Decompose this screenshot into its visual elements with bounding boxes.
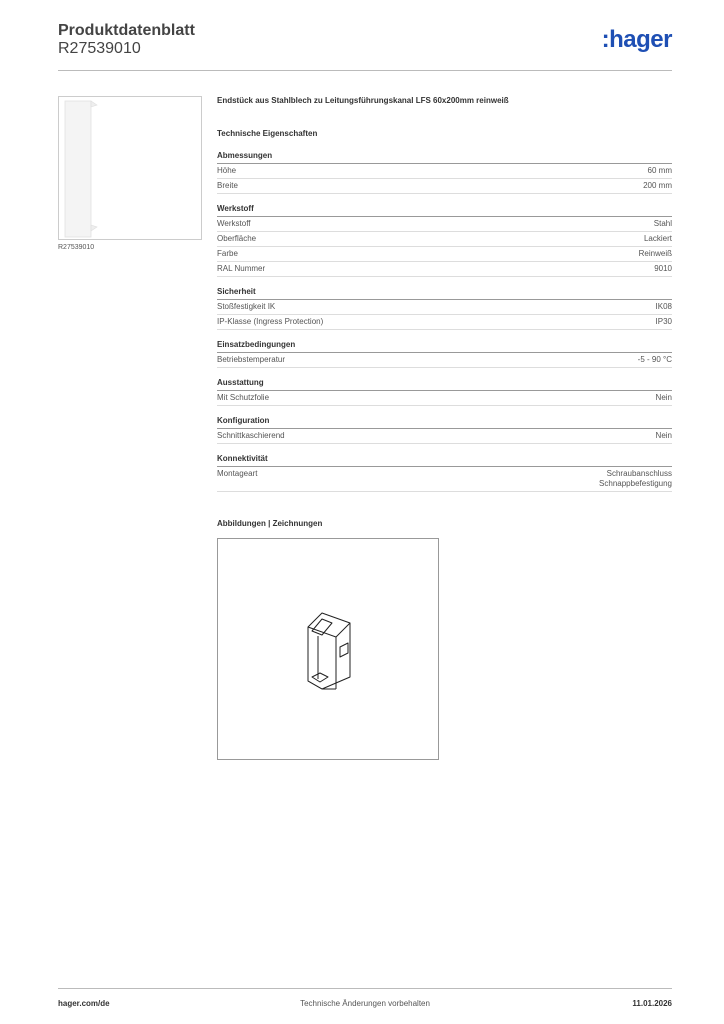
spec-content xyxy=(217,96,672,502)
drawings-title: Abbildungen | Zeichnungen xyxy=(217,519,323,528)
spec-row xyxy=(217,164,672,179)
drawing-frame xyxy=(217,538,439,760)
section-werkstoff xyxy=(217,204,672,277)
spec-label: RAL Nummer xyxy=(217,264,266,273)
section-abmessungen xyxy=(217,151,672,194)
spec-value: Reinweiß xyxy=(638,249,672,258)
tech-properties-title: Technische Eigenschaften xyxy=(217,129,318,138)
spec-row xyxy=(217,247,672,262)
spec-value: IP30 xyxy=(655,317,672,326)
hager-logo: :hager xyxy=(601,26,672,53)
section-title: Konfiguration xyxy=(217,416,672,429)
spec-value-line: Schnappbefestigung xyxy=(599,479,672,488)
spec-value: Nein xyxy=(655,393,672,402)
technical-drawing xyxy=(218,539,438,759)
spec-label: Stoßfestigkeit IK xyxy=(217,302,276,311)
spec-value-line: Schraubanschluss xyxy=(606,469,672,478)
page-header xyxy=(58,20,672,71)
spec-value: -5 - 90 °C xyxy=(637,355,672,364)
spec-row xyxy=(217,262,672,277)
section-ausstattung xyxy=(217,378,672,406)
spec-row xyxy=(217,429,672,444)
spec-row xyxy=(217,300,672,315)
spec-row xyxy=(217,467,672,492)
section-title: Abmessungen xyxy=(217,151,672,164)
spec-label: Betriebstemperatur xyxy=(217,355,286,364)
page-footer xyxy=(58,988,672,1019)
spec-value: 9010 xyxy=(654,264,672,273)
spec-value: 200 mm xyxy=(643,181,672,190)
product-code: R27539010 xyxy=(58,40,141,57)
section-title: Ausstattung xyxy=(217,378,672,391)
section-konnektivitaet xyxy=(217,454,672,492)
spec-row xyxy=(217,353,672,368)
spec-label: IP-Klasse (Ingress Protection) xyxy=(217,317,324,326)
footer-date: 11.01.2026 xyxy=(632,999,672,1008)
section-title: Werkstoff xyxy=(217,204,672,217)
spec-value: IK08 xyxy=(655,302,672,311)
page-title: Produktdatenblatt xyxy=(58,22,195,39)
spec-value xyxy=(599,469,672,489)
spec-row xyxy=(217,315,672,330)
section-einsatzbedingungen xyxy=(217,340,672,368)
spec-row xyxy=(217,391,672,406)
spec-label: Oberfläche xyxy=(217,234,257,243)
spec-value: Nein xyxy=(655,431,672,440)
spec-label: Schnittkaschierend xyxy=(217,431,285,440)
spec-label: Werkstoff xyxy=(217,219,251,228)
section-sicherheit xyxy=(217,287,672,330)
spec-value: 60 mm xyxy=(647,166,672,175)
spec-label: Montageart xyxy=(217,469,258,478)
spec-label: Mit Schutzfolie xyxy=(217,393,270,402)
spec-value: Lackiert xyxy=(643,234,672,243)
spec-label: Höhe xyxy=(217,166,237,175)
section-title: Einsatzbedingungen xyxy=(217,340,672,353)
footer-disclaimer: Technische Änderungen vorbehalten xyxy=(300,999,430,1008)
spec-row xyxy=(217,179,672,194)
product-thumbnail xyxy=(58,96,202,240)
section-konfiguration xyxy=(217,416,672,444)
spec-label: Breite xyxy=(217,181,238,190)
spec-row xyxy=(217,217,672,232)
section-title: Sicherheit xyxy=(217,287,672,300)
product-description: Endstück aus Stahlblech zu Leitungsführungskanal LFS 60x200mm reinweiß xyxy=(217,96,509,105)
spec-value: Stahl xyxy=(653,219,672,228)
thumbnail-label: R27539010 xyxy=(58,244,95,251)
product-image xyxy=(59,97,201,239)
spec-row xyxy=(217,232,672,247)
spec-label: Farbe xyxy=(217,249,238,258)
footer-website: hager.com/de xyxy=(58,999,110,1008)
section-title: Konnektivität xyxy=(217,454,672,467)
